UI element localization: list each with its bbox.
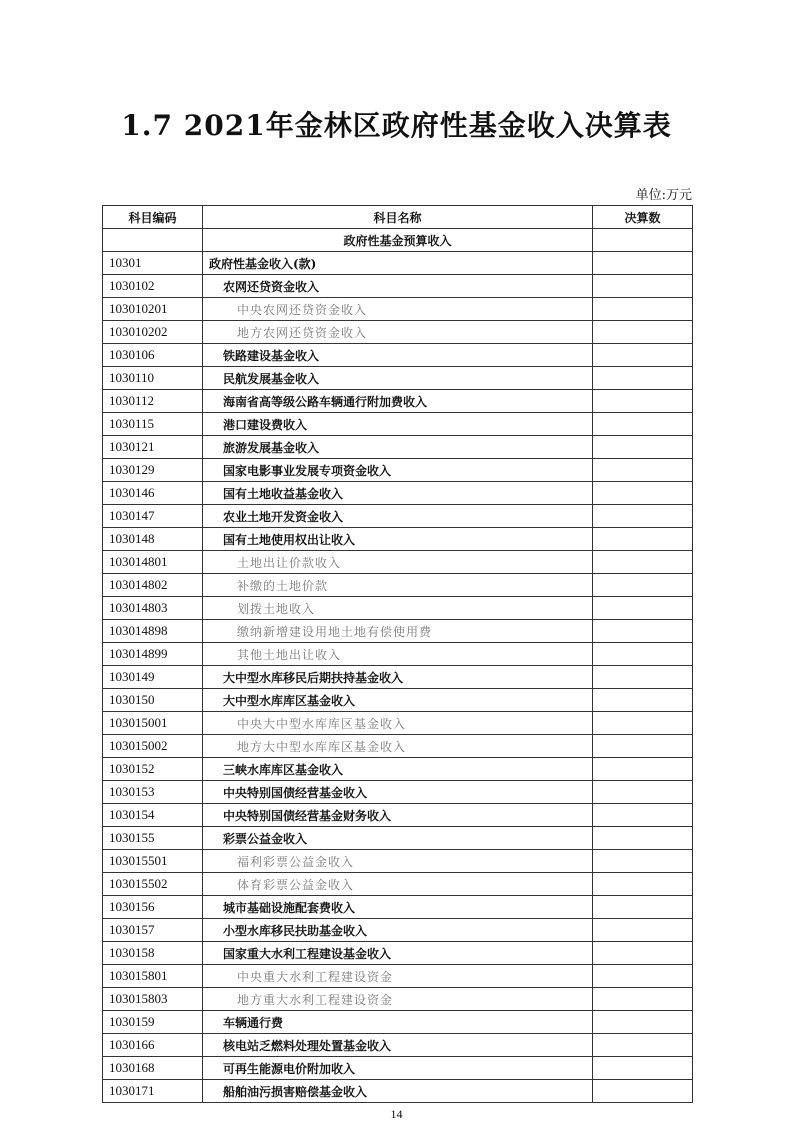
table-row bbox=[103, 1034, 693, 1057]
row-name: 其他土地出让收入 bbox=[203, 643, 593, 666]
row-name: 大中型水库库区基金收入 bbox=[203, 689, 593, 712]
row-code: 103010201 bbox=[103, 298, 203, 321]
row-name: 中央农网还贷资金收入 bbox=[203, 298, 593, 321]
row-code: 103014898 bbox=[103, 620, 203, 643]
row-code: 1030147 bbox=[103, 505, 203, 528]
unit-label: 单位:万元 bbox=[635, 188, 692, 203]
row-code: 103015801 bbox=[103, 965, 203, 988]
section-title: 政府性基金预算收入 bbox=[203, 229, 593, 252]
row-amount bbox=[593, 896, 693, 919]
table-row bbox=[103, 689, 693, 712]
row-amount bbox=[593, 666, 693, 689]
table-header-row bbox=[103, 206, 693, 229]
table-row bbox=[103, 1080, 693, 1103]
row-name: 城市基础设施配套费收入 bbox=[203, 896, 593, 919]
table-row bbox=[103, 850, 693, 873]
table-row bbox=[103, 505, 693, 528]
row-code: 10301 bbox=[103, 252, 203, 275]
table-row bbox=[103, 367, 693, 390]
row-amount bbox=[593, 643, 693, 666]
row-amount bbox=[593, 252, 693, 275]
table-row bbox=[103, 1011, 693, 1034]
row-amount bbox=[593, 988, 693, 1011]
page-number: 14 bbox=[390, 1107, 403, 1121]
table-row bbox=[103, 551, 693, 574]
table-row bbox=[103, 321, 693, 344]
page-title: 1.7 2021年金林区政府性基金收入决算表 bbox=[121, 109, 672, 142]
row-amount bbox=[593, 551, 693, 574]
row-amount bbox=[593, 850, 693, 873]
row-code: 1030102 bbox=[103, 275, 203, 298]
row-code: 1030146 bbox=[103, 482, 203, 505]
row-code: 103015803 bbox=[103, 988, 203, 1011]
row-name: 划拨土地收入 bbox=[203, 597, 593, 620]
row-name: 地方重大水利工程建设资金 bbox=[203, 988, 593, 1011]
row-amount bbox=[593, 275, 693, 298]
row-amount bbox=[593, 413, 693, 436]
row-name: 中央特别国债经营基金财务收入 bbox=[203, 804, 593, 827]
row-name: 车辆通行费 bbox=[203, 1011, 593, 1034]
row-name: 缴纳新增建设用地土地有偿使用费 bbox=[203, 620, 593, 643]
table-row bbox=[103, 965, 693, 988]
row-code: 1030168 bbox=[103, 1057, 203, 1080]
row-name: 国家重大水利工程建设基金收入 bbox=[203, 942, 593, 965]
row-amount bbox=[593, 597, 693, 620]
row-name: 旅游发展基金收入 bbox=[203, 436, 593, 459]
row-code: 1030112 bbox=[103, 390, 203, 413]
row-code: 1030149 bbox=[103, 666, 203, 689]
table-row bbox=[103, 1057, 693, 1080]
row-amount bbox=[593, 735, 693, 758]
row-name: 土地出让价款收入 bbox=[203, 551, 593, 574]
table-row bbox=[103, 413, 693, 436]
row-code: 1030155 bbox=[103, 827, 203, 850]
row-name: 民航发展基金收入 bbox=[203, 367, 593, 390]
row-name: 船舶油污损害赔偿基金收入 bbox=[203, 1080, 593, 1103]
row-name: 核电站乏燃料处理处置基金收入 bbox=[203, 1034, 593, 1057]
row-amount bbox=[593, 689, 693, 712]
table-row bbox=[103, 528, 693, 551]
table-row bbox=[103, 735, 693, 758]
row-name: 中央大中型水库库区基金收入 bbox=[203, 712, 593, 735]
table-row bbox=[103, 574, 693, 597]
row-name: 补缴的土地价款 bbox=[203, 574, 593, 597]
row-amount bbox=[593, 459, 693, 482]
row-code: 1030150 bbox=[103, 689, 203, 712]
row-name: 体育彩票公益金收入 bbox=[203, 873, 593, 896]
row-amount bbox=[593, 1080, 693, 1103]
table-row bbox=[103, 896, 693, 919]
row-code: 1030106 bbox=[103, 344, 203, 367]
row-name: 铁路建设基金收入 bbox=[203, 344, 593, 367]
row-name: 地方大中型水库库区基金收入 bbox=[203, 735, 593, 758]
header-amount: 决算数 bbox=[593, 206, 693, 229]
section-row bbox=[103, 229, 693, 252]
table-row bbox=[103, 827, 693, 850]
row-amount bbox=[593, 505, 693, 528]
header-name: 科目名称 bbox=[203, 206, 593, 229]
row-amount bbox=[593, 321, 693, 344]
row-code: 1030156 bbox=[103, 896, 203, 919]
row-name: 政府性基金收入(款) bbox=[203, 252, 593, 275]
table-row bbox=[103, 390, 693, 413]
row-name: 国有土地使用权出让收入 bbox=[203, 528, 593, 551]
row-name: 国有土地收益基金收入 bbox=[203, 482, 593, 505]
row-amount bbox=[593, 781, 693, 804]
table-row bbox=[103, 620, 693, 643]
row-name: 海南省高等级公路车辆通行附加费收入 bbox=[203, 390, 593, 413]
table-row bbox=[103, 758, 693, 781]
row-amount bbox=[593, 344, 693, 367]
table-row bbox=[103, 298, 693, 321]
row-code: 103014899 bbox=[103, 643, 203, 666]
row-name: 三峡水库库区基金收入 bbox=[203, 758, 593, 781]
table-row bbox=[103, 873, 693, 896]
row-code: 103015501 bbox=[103, 850, 203, 873]
row-code: 103014802 bbox=[103, 574, 203, 597]
row-name: 地方农网还贷资金收入 bbox=[203, 321, 593, 344]
table-row bbox=[103, 643, 693, 666]
table-row bbox=[103, 459, 693, 482]
table-row bbox=[103, 804, 693, 827]
row-code: 1030153 bbox=[103, 781, 203, 804]
table-row bbox=[103, 275, 693, 298]
table-row bbox=[103, 666, 693, 689]
row-amount bbox=[593, 827, 693, 850]
header-code: 科目编码 bbox=[103, 206, 203, 229]
row-name: 中央重大水利工程建设资金 bbox=[203, 965, 593, 988]
row-code: 1030159 bbox=[103, 1011, 203, 1034]
row-amount bbox=[593, 528, 693, 551]
row-name: 农网还贷资金收入 bbox=[203, 275, 593, 298]
row-code: 1030171 bbox=[103, 1080, 203, 1103]
fund-revenue-table bbox=[102, 205, 693, 1103]
row-code: 1030157 bbox=[103, 919, 203, 942]
row-amount bbox=[593, 942, 693, 965]
row-code: 103014801 bbox=[103, 551, 203, 574]
row-name: 大中型水库移民后期扶持基金收入 bbox=[203, 666, 593, 689]
table-row bbox=[103, 988, 693, 1011]
row-amount bbox=[593, 390, 693, 413]
row-code: 103015002 bbox=[103, 735, 203, 758]
row-amount bbox=[593, 1034, 693, 1057]
row-code: 103014803 bbox=[103, 597, 203, 620]
row-amount bbox=[593, 804, 693, 827]
table-row bbox=[103, 436, 693, 459]
table-row bbox=[103, 942, 693, 965]
row-amount bbox=[593, 919, 693, 942]
row-amount bbox=[593, 436, 693, 459]
row-code: 1030129 bbox=[103, 459, 203, 482]
row-code: 1030166 bbox=[103, 1034, 203, 1057]
row-code: 103015001 bbox=[103, 712, 203, 735]
row-name: 可再生能源电价附加收入 bbox=[203, 1057, 593, 1080]
row-name: 小型水库移民扶助基金收入 bbox=[203, 919, 593, 942]
row-amount bbox=[593, 482, 693, 505]
table-row bbox=[103, 344, 693, 367]
row-amount bbox=[593, 620, 693, 643]
row-code: 1030110 bbox=[103, 367, 203, 390]
table-row bbox=[103, 482, 693, 505]
row-name: 福利彩票公益金收入 bbox=[203, 850, 593, 873]
row-amount bbox=[593, 1011, 693, 1034]
row-amount bbox=[593, 873, 693, 896]
row-name: 中央特别国债经营基金收入 bbox=[203, 781, 593, 804]
row-code: 1030158 bbox=[103, 942, 203, 965]
table-row bbox=[103, 781, 693, 804]
row-code: 1030152 bbox=[103, 758, 203, 781]
row-code: 103010202 bbox=[103, 321, 203, 344]
row-name: 农业土地开发资金收入 bbox=[203, 505, 593, 528]
row-amount bbox=[593, 712, 693, 735]
row-code: 103015502 bbox=[103, 873, 203, 896]
table-row bbox=[103, 252, 693, 275]
row-name: 港口建设费收入 bbox=[203, 413, 593, 436]
row-amount bbox=[593, 1057, 693, 1080]
row-amount bbox=[593, 758, 693, 781]
row-amount bbox=[593, 367, 693, 390]
row-name: 国家电影事业发展专项资金收入 bbox=[203, 459, 593, 482]
row-code: 1030115 bbox=[103, 413, 203, 436]
row-name: 彩票公益金收入 bbox=[203, 827, 593, 850]
table-row bbox=[103, 597, 693, 620]
table-row bbox=[103, 919, 693, 942]
row-amount bbox=[593, 298, 693, 321]
row-code: 1030121 bbox=[103, 436, 203, 459]
table-row bbox=[103, 712, 693, 735]
row-amount bbox=[593, 574, 693, 597]
row-code: 1030154 bbox=[103, 804, 203, 827]
row-amount bbox=[593, 965, 693, 988]
row-code: 1030148 bbox=[103, 528, 203, 551]
